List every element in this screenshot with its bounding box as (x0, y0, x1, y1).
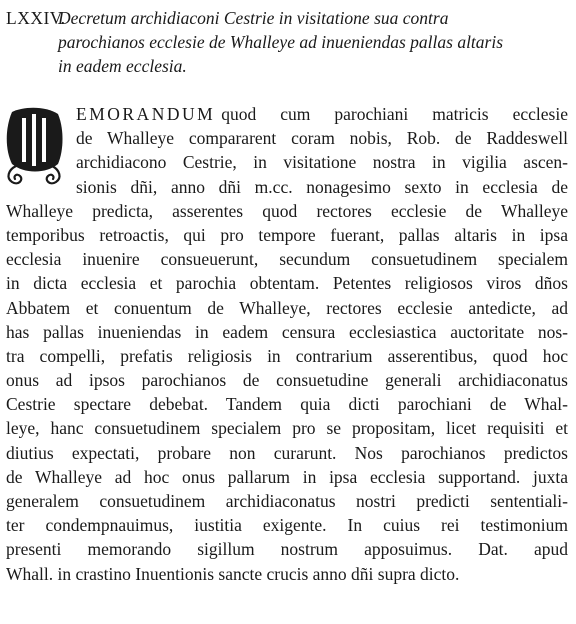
body-line: Whall. in crastino Inuentionis sancte crucis anno dñi supra dicto. (6, 563, 460, 584)
body-line: onus ad ipsos parochianos de consuetudine generali archidiaconatus (6, 370, 568, 391)
body-line: de Whalleye ad hoc onus pallarum in ipsa ecclesia supportand. juxta (6, 466, 568, 487)
body-line: tra compelli, prefatis religiosis in contrarium asserentibus, quod hoc (6, 345, 568, 366)
body-line: presenti memorando sigillum nostrum apposuimus. Dat. apud (6, 539, 568, 560)
body-line: sionis dñi, anno dñi m.cc. nonagesimo sexto in ecclesia de (76, 176, 568, 197)
body-line: Cestrie spectare debebat. Tandem quia dicti parochiani de Whal- (6, 394, 568, 415)
body-line: temporibus retroactis, qui pro tempore fuerant, pallas altaris in ipsa (6, 224, 568, 245)
body-line: Whalleye predicta, asserentes quod rectores ecclesie de Whalleye (6, 200, 568, 221)
body-line: has pallas inueniendas in eadem censura ecclesiastica auctoritate nos- (6, 321, 568, 342)
body-line-text: quod cum parochiani matricis ecclesie (221, 104, 568, 124)
body-line: diutius expectati, probare non curarunt. Nos parochianos predictos (6, 442, 568, 463)
charter-title (58, 6, 568, 78)
opening-word: EMORANDUM (76, 104, 216, 124)
charter-number: LXXIV. (6, 8, 66, 28)
body-line: generalem consuetudinem archidiaconatus nostri predicti sententiali- (6, 491, 568, 511)
body-line: Abbatem et conuentum de Whalleye, rectores ecclesie antedicte, ad (6, 297, 568, 318)
body-line: archidiacono Cestrie, in visitatione nostra in vigilia ascen- (76, 152, 568, 173)
charter-title-line: parochianos ecclesie de Whalleye ad inueniendas pallas altaris (58, 32, 504, 52)
charter-body (6, 102, 568, 586)
body-line (6, 102, 568, 126)
body-line: in dicta ecclesia et parochia obtentam. Petentes religiosos viros dños (6, 273, 568, 294)
charter-title-line: in eadem ecclesia. (58, 56, 187, 76)
body-line: leye, hanc consuetudinem specialem pro se propositam, licet requisiti et (6, 418, 568, 439)
body-line: ter condempnauimus, iustitia exigente. In cuius rei testimonium (6, 515, 568, 536)
body-line: de Whalleye compararent coram nobis, Rob. de Raddeswell (76, 128, 568, 149)
charter-title-line: Decretum archidiaconi Cestrie in visitatione sua contra (58, 8, 449, 28)
body-line: ecclesia inuenire consueuerunt, secundum consuetudinem specialem (6, 249, 568, 270)
